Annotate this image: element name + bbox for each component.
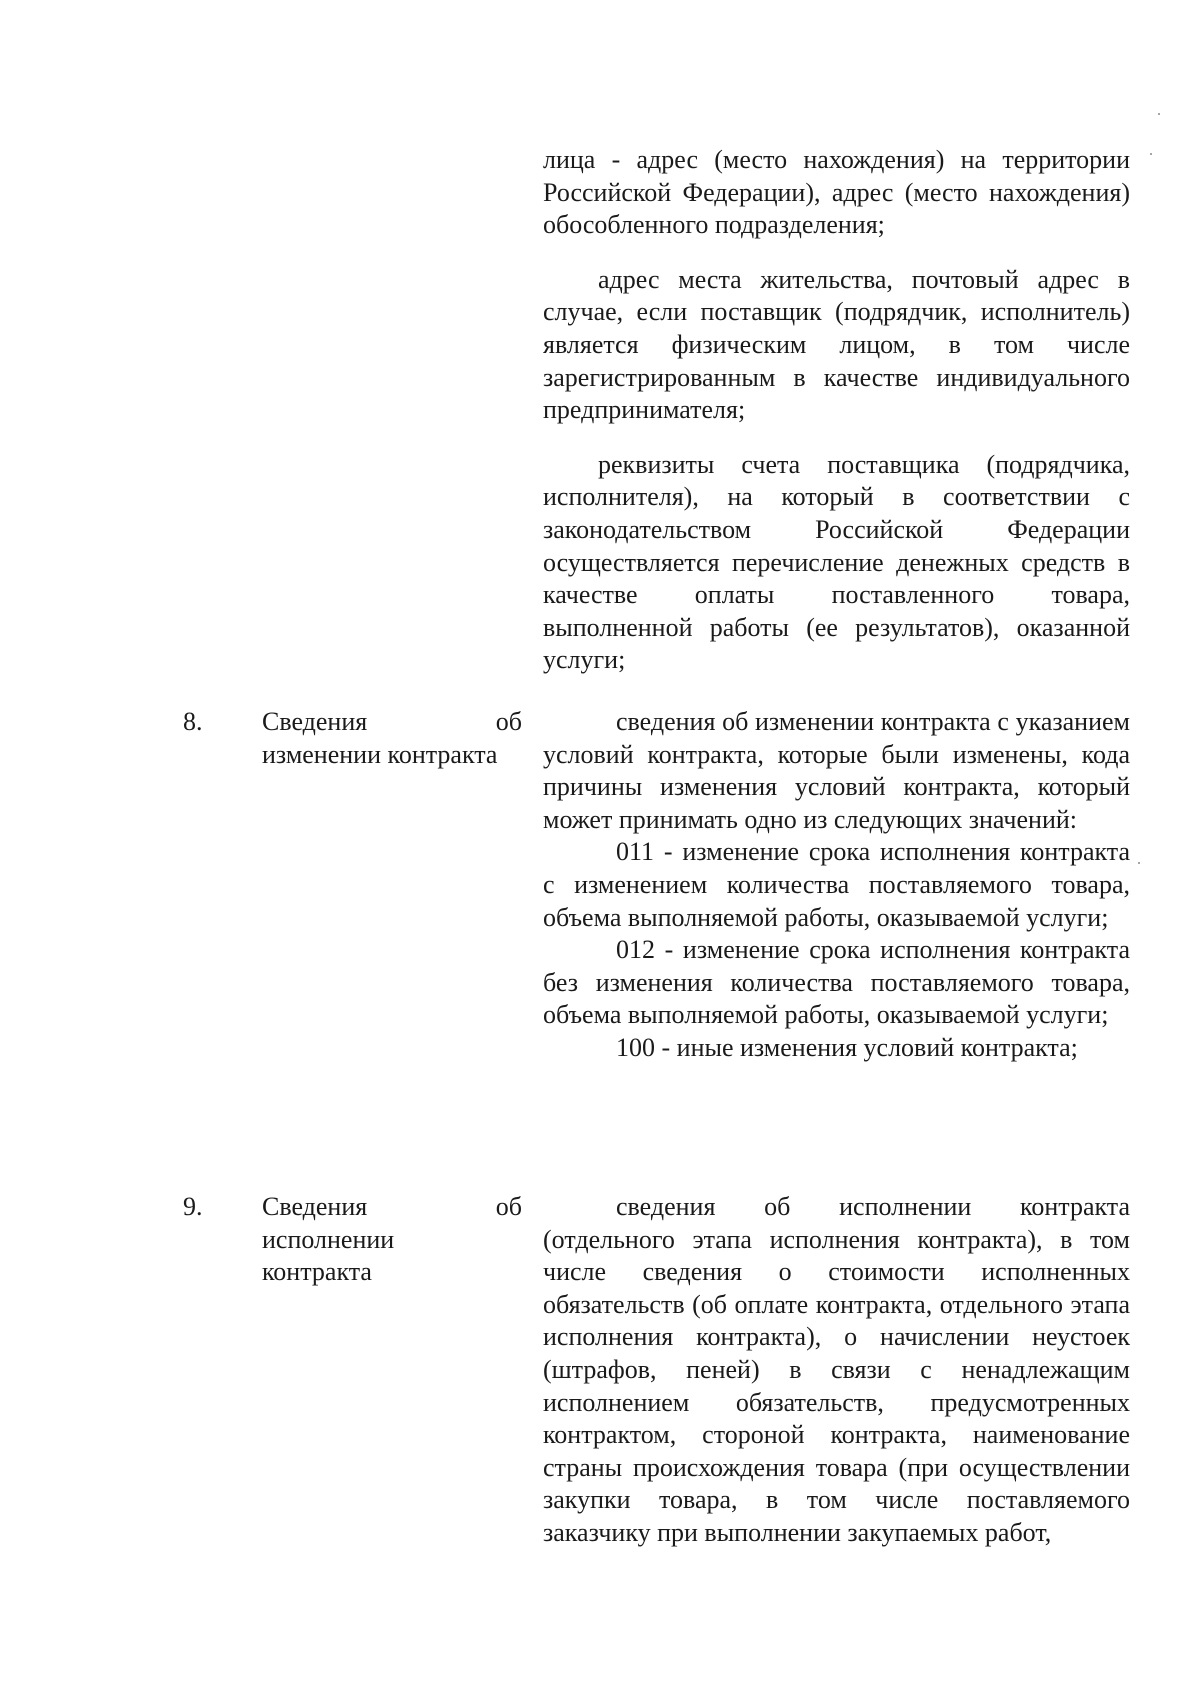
row-9-name-word-1: Сведения bbox=[262, 1192, 368, 1221]
row-8-paragraph-1: сведения об изменении контракта с указанием условий контракта, которые были изменены, кода причины изменения условий контракта, который может принимать одно из следующих значений: bbox=[543, 707, 1130, 834]
row-9-number: 9. bbox=[183, 1192, 203, 1221]
row-8-name-word-2: об bbox=[495, 707, 522, 736]
row-8-paragraph-2: 011 - изменение срока исполнения контракта с изменением количества поставляемого товара, объема выполняемой работы, оказываемой услуги; bbox=[543, 837, 1130, 932]
row-8-name-word-1: Сведения bbox=[262, 707, 368, 736]
row-9-content bbox=[543, 1191, 1130, 1550]
row-8-name-line-2: изменении контракта bbox=[262, 739, 498, 769]
continuation-paragraph-1: лица - адрес (место нахождения) на территории Российской Федерации), адрес (место нахождения) обособленного подразделения; bbox=[543, 145, 1130, 240]
row-9-name bbox=[262, 1191, 522, 1289]
row-8-content bbox=[543, 706, 1130, 1065]
row-8-paragraph-3: 012 - изменение срока исполнения контракта без изменения количества поставляемого товара, объема выполняемой работы, оказываемой услуги; bbox=[543, 935, 1130, 1030]
row-8-name bbox=[262, 706, 522, 771]
scan-speck bbox=[1138, 862, 1140, 864]
row-8-number: 8. bbox=[183, 707, 203, 736]
row-9-name-line-3: контракта bbox=[262, 1257, 372, 1287]
continuation-cell bbox=[543, 144, 1130, 677]
row-9-name-line-1 bbox=[262, 1191, 522, 1224]
row-9-name-word-2: об bbox=[495, 1192, 522, 1221]
continuation-paragraph-2: адрес места жительства, почтовый адрес в случае, если поставщик (подрядчик, исполнитель) является физическим лицом, в том числе зарегистрированным в качестве индивидуального предпринимателя; bbox=[543, 264, 1130, 425]
scan-speck bbox=[1158, 113, 1160, 115]
row-9-name-line-2: исполнении bbox=[262, 1224, 395, 1254]
row-8-name-line-1 bbox=[262, 706, 522, 739]
continuation-paragraph-3: реквизиты счета поставщика (подрядчика, исполнителя), на который в соответствии с законодательством Российской Федерации осуществляется перечисление денежных средств в качестве оплаты поставленного товара, выполненной работы (ее результатов), оказанной услуги; bbox=[543, 449, 1130, 675]
row-9-paragraph-1: сведения об исполнении контракта (отдельного этапа исполнения контракта), в том числе сведения о стоимости исполненных обязательств (об оплате контракта, отдельного этапа исполнения контракта), о начислении неустоек (штрафов, пеней) в связи с ненадлежащим исполнением обязательств, предусмотренных контрактом, стороной контракта, наименование страны происхождения товара (при осуществлении закупки товара, в том числе поставляемого заказчику при выполнении закупаемых работ, bbox=[543, 1192, 1130, 1547]
row-8-paragraph-4: 100 - иные изменения условий контракта; bbox=[616, 1032, 1078, 1062]
scan-speck bbox=[1150, 153, 1152, 155]
